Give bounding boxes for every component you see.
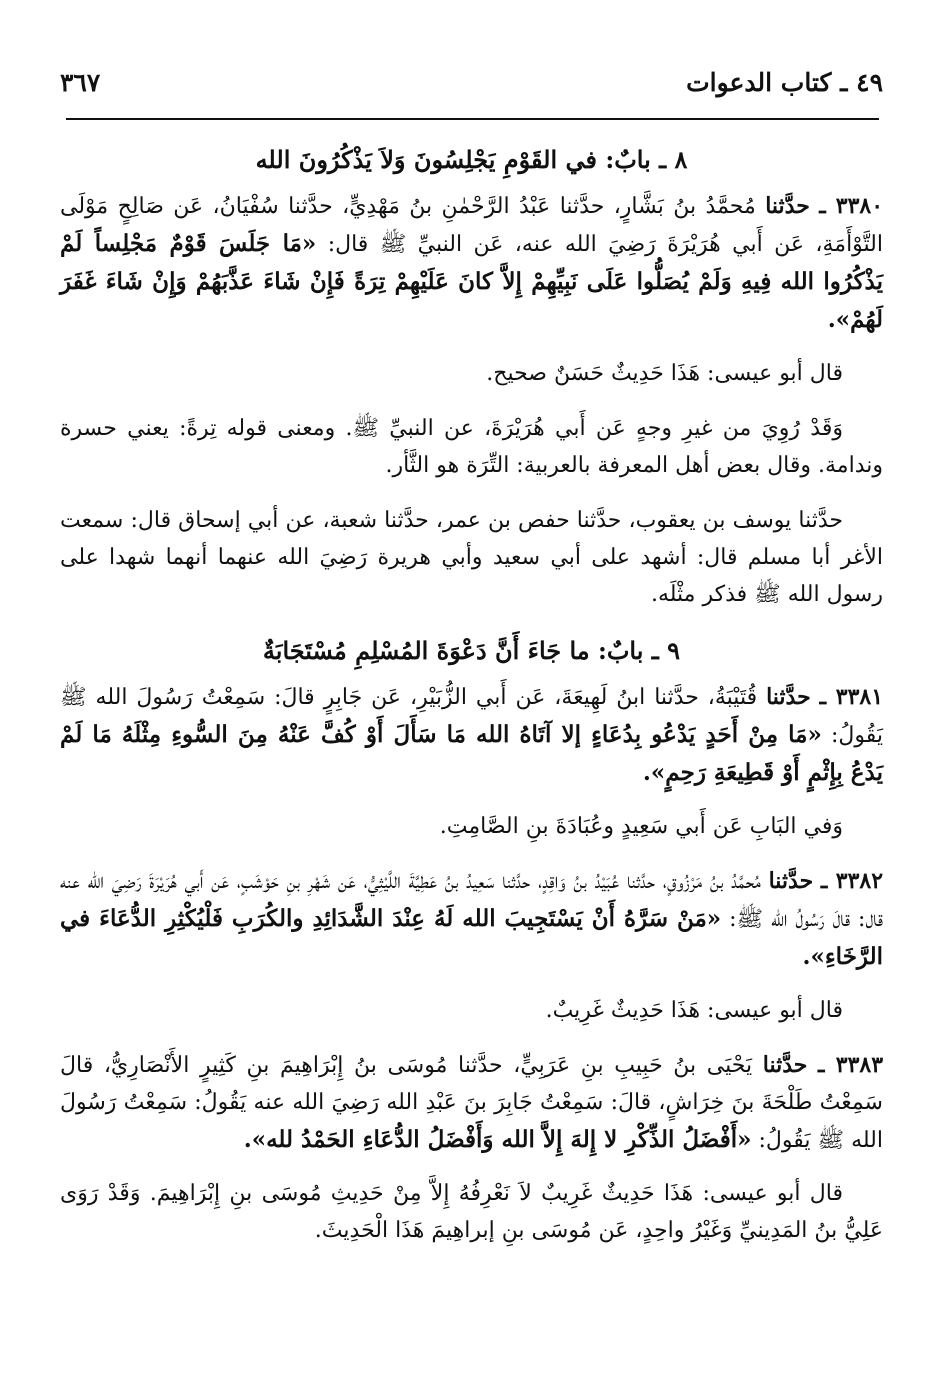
hadith-chain: مُحمَّدُ بنُ بَشَّارٍ، حدَّثنا عَبْدُ الرَّحْمٰنِ بنُ مَهْدِيٍّ، حدَّثنا سُفْيَانُ، عَن صَالِحٍ مَوْلَى التَّوْأَمَةِ، عَن أَبي هُرَيْرَةَ رَضِيَ الله عنه، عَن النبيِّ ﷺ قال: [60,194,884,257]
running-header [60,62,883,102]
chapter-heading-9: ٩ ـ بابٌ: ما جَاءَ أَنَّ دَعْوَةَ المُسْلِمِ مُسْتَجَابَةٌ [262,636,681,665]
commentary-paragraph: وَفي البَابِ عَن أَبي سَعِيدٍ وعُبَادَةَ بنِ الصَّامِتِ. [439,814,843,839]
chapter-heading-8: ٨ ـ بابٌ: في القَوْمِ يَجْلِسُونَ وَلاَ يَذْكُرُونَ الله [255,145,688,174]
hadith-3380 [60,188,883,339]
hadith-number: ٣٣٨٣ ـ [818,1052,884,1078]
hadith-number: ٣٣٨٠ ـ [819,193,884,219]
hadith-chain: مُحمَّدُ بنُ مَرْزُوقٍ، حدَّثنا عُبَيْدُ بنُ وَاقِدٍ، حدَّثنا سَعِيدُ بنُ عَطِيَّةَ اللَّيْثِيُّ، عَن شَهْرِ بنِ حَوْشَبٍ، عَن أَبي هُرَيْرَةَ رَضِيَ الله عنه قال: قالَ رَسُولُ الله ﷺ: [60,869,883,932]
hadith-chain: يَحْيَى بنُ حَبِيبِ بنِ عَرَبِيٍّ، حدَّثنا مُوسَى بنُ إِبْرَاهِيمَ بنِ كَثِيرٍ الأَنْصَارِيُّ، قالَ سَمِعْتُ طَلْحَةَ بنَ خِرَاشٍ، قالَ: سَمِعْتُ جَابِرَ بنَ عَبْدِ الله رَضِيَ الله عنه يَقُولُ: سَمِعْتُ رَسُولَ الله ﷺ يَقُولُ: [60,1053,883,1153]
page-number: ٣٦٧ [60,67,101,97]
commentary-paragraph: قال أبو عيسى: هَذَا حَدِيثٌ حَسَنٌ صحيح. [486,361,843,386]
hadith-text: «مَا مِنْ أَحَدٍ يَدْعُو بِدُعَاءٍ إلا آتَاهُ الله مَا سَأَلَ أَوْ كُفَّ عَنْهُ مِنَ السُّوءِ مِثْلَهُ مَا لَمْ يَدْعُ بِإِثْمٍ أَوْ قَطِيعَةِ رَحِمٍ». [60,721,883,786]
hadith-3382 [60,863,883,976]
header-rule [66,118,879,120]
hadith-text: «أَفْضَلُ الذِّكْرِ لا إِلهَ إِلاَّ الله وَأَفْضَلُ الدُّعَاءِ الحَمْدُ لله». [243,1126,752,1153]
hadith-chain: قُتَيْبَةُ، حدَّثنا ابنُ لَهِيعَةَ، عَن أَبي الزُّبَيْرِ، عَن جَابِرٍ قالَ: سَمِعْتُ رَسُولَ الله ﷺ يَقُولُ: [60,685,883,748]
hadith-text: «مَا جَلَسَ قَوْمٌ مَجْلِساً لَمْ يَذْكُرُوا الله فِيهِ وَلَمْ يُصَلُّوا عَلَى نَبِيِّهِمْ إِلاَّ كانَ عَلَيْهِمْ تِرَةً فَإِنْ شَاءَ عَذَّبَهُمْ وَإِنْ شَاءَ غَفَرَ لَهُمْ». [60,230,883,333]
hadith-intro: حدَّثنا [766,684,811,710]
hadith-3383 [60,1047,883,1159]
page-body [60,140,883,1267]
commentary-paragraph: قال أبو عيسى: هَذَا حَدِيثٌ غَرِيبٌ لاَ نَعْرِفُهُ إِلاَّ مِنْ حَدِيثِ مُوسَى بنِ إِبْرَاهِيمَ. وَقَدْ رَوَى عَلِيُّ بنُ المَدِينيِّ وَغَيْرُ واحِدٍ، عَن مُوسَى بنِ إبراهِيمَ هَذَا الْحَدِيثَ. [60,1181,883,1243]
chapter-title: ٤٩ ـ كتاب الدعوات [686,67,883,97]
commentary-paragraph: حدَّثنا يوسف بن يعقوب، حدَّثنا حفص بن عمر، حدَّثنا شعبة، عن أبي إسحاق قال: سمعت الأغر أبا مسلم قال: أشهد على أبي سعيد وأبي هريرة رَضِيَ الله عنهما أنهما شهدا على رسول الله ﷺ فذكر مثْلَه. [60,508,883,607]
commentary-paragraph: وَقَدْ رُوِيَ من غيرِ وجهٍ عَن أَبي هُرَيْرَةَ، عن النبيِّ ﷺ. ومعنى قوله تِرةً: يعني حسرة وندامة. وقال بعض أهل المعرفة بالعربية: التِّرَة هو الثَّأر. [60,416,883,478]
hadith-text: «مَنْ سَرَّهُ أَنْ يَسْتَجِيبَ الله لَهُ عِنْدَ الشَّدَائِدِ والكُرَبِ فَلْيُكْثِرِ الدُّعَاءَ في الرَّخَاءِ». [60,905,883,970]
hadith-number: ٣٣٨١ ـ [819,684,884,710]
hadith-intro: حدَّثنا [768,868,814,894]
hadith-3381 [60,679,883,792]
hadith-number: ٣٣٨٢ ـ [820,868,884,894]
hadith-intro: حدَّثنا [765,193,810,219]
hadith-intro: حدَّثنا [762,1052,808,1078]
commentary-paragraph: قال أبو عيسى: هَذَا حَدِيثٌ غَرِيبٌ. [545,998,843,1023]
